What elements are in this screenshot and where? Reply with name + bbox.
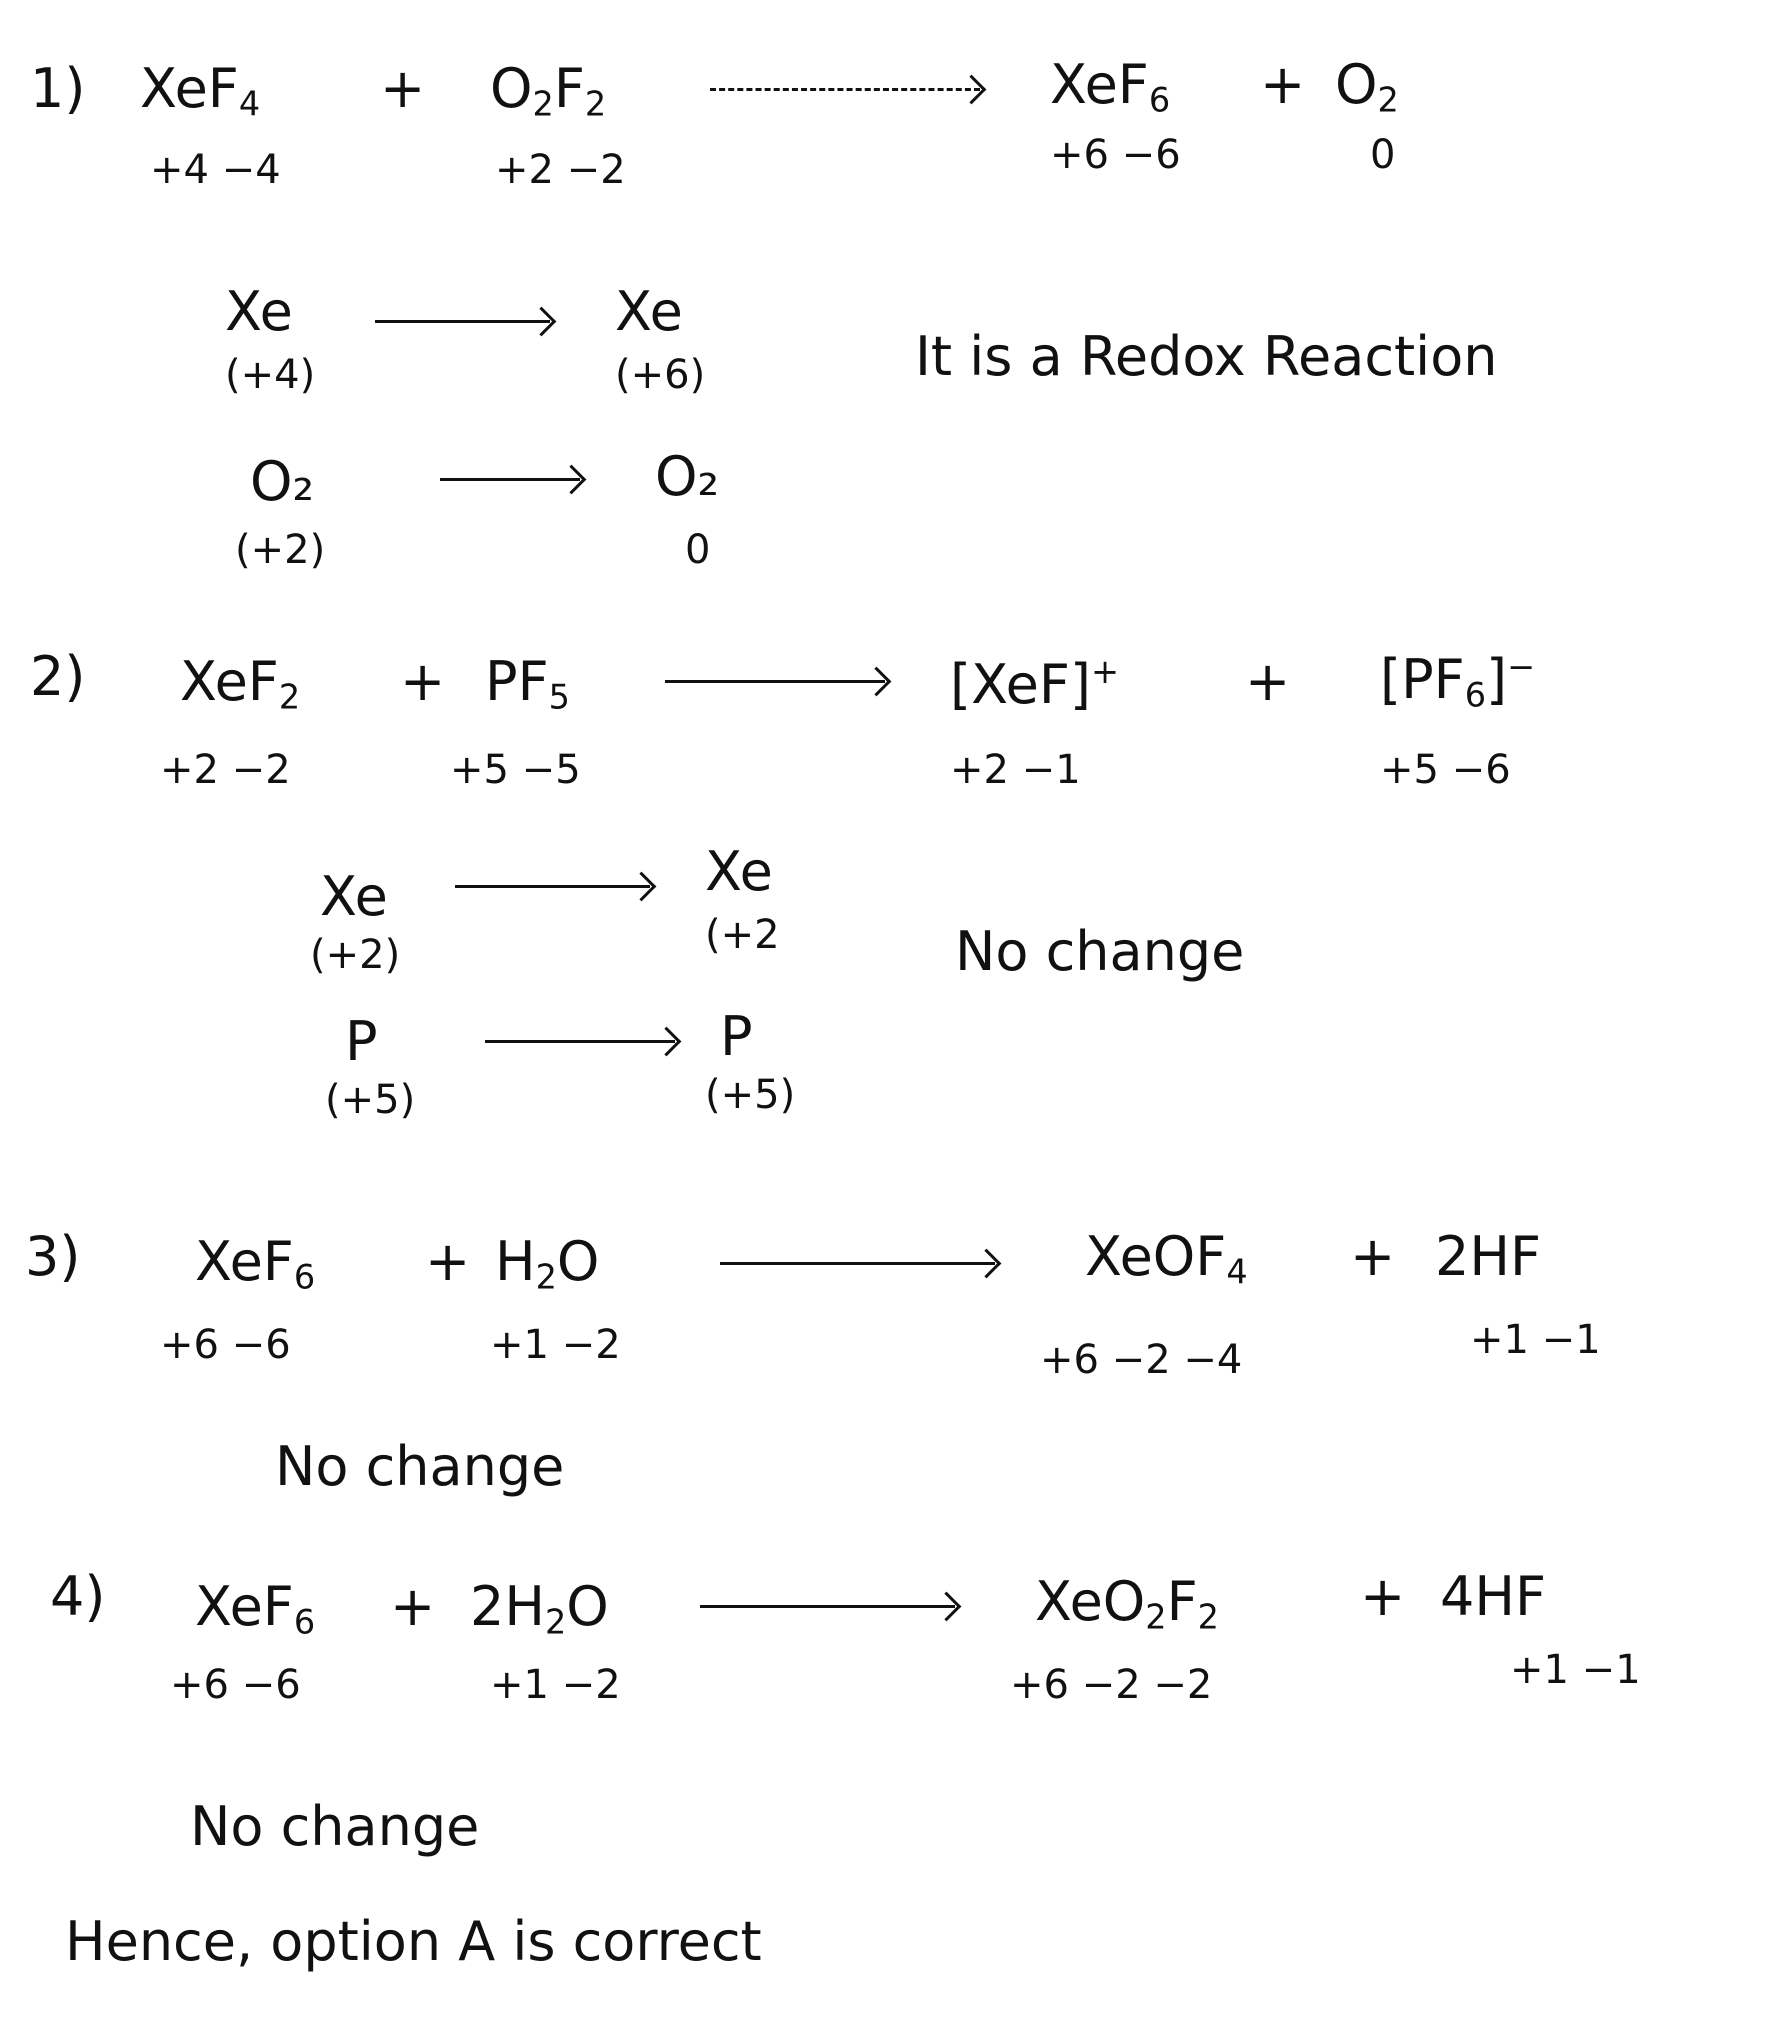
r2-line1-to-ox: (+2 bbox=[705, 912, 780, 958]
r2-line2-arrow bbox=[485, 1040, 675, 1043]
reaction-1-ox-reactant-1: +4 −4 bbox=[150, 147, 281, 193]
reaction-3-ox-product-1: +6 −2 −4 bbox=[1040, 1337, 1243, 1383]
reaction-4-plus-2: + bbox=[1360, 1565, 1406, 1628]
reaction-2-number: 2) bbox=[30, 645, 86, 708]
reaction-1-number: 1) bbox=[30, 57, 86, 120]
reaction-4-ox-product-2: +1 −1 bbox=[1510, 1647, 1641, 1693]
r1-line1-to: Xe bbox=[615, 280, 683, 343]
reaction-3-reactant-2: $H_2O$ bbox=[495, 1230, 600, 1297]
reaction-2-ox-product-1: +2 −1 bbox=[950, 747, 1081, 793]
reaction-1-plus-2: + bbox=[1260, 53, 1306, 116]
reaction-1-product-2: $O_2$ bbox=[1335, 53, 1399, 120]
reaction-3-ox-product-2: +1 −1 bbox=[1470, 1317, 1601, 1363]
r2-line1-from-ox: (+2) bbox=[310, 932, 401, 978]
reaction-4-reactant-1: XeF$_6$ bbox=[195, 1575, 316, 1642]
reaction-4-ox-reactant-2: +1 −2 bbox=[490, 1662, 621, 1708]
reaction-1-ox-product-2: 0 bbox=[1370, 132, 1396, 178]
reaction-3-ox-reactant-1: +6 −6 bbox=[160, 1322, 291, 1368]
r1-line1-arrow bbox=[375, 320, 550, 323]
reaction-3-reactant-1: XeF$_6$ bbox=[195, 1230, 316, 1297]
reaction-1-product-1: XeF$_6$ bbox=[1050, 53, 1171, 120]
r4-note: No change bbox=[190, 1795, 480, 1858]
r1-line1-from: Xe bbox=[225, 280, 293, 343]
reaction-1-arrow bbox=[710, 88, 980, 91]
r1-line2-to-ox: 0 bbox=[685, 527, 711, 573]
r1-line1-from-ox: (+4) bbox=[225, 352, 316, 398]
reaction-2-ox-product-2: +5 −6 bbox=[1380, 747, 1511, 793]
reaction-3-product-1: XeOF$_4$ bbox=[1085, 1225, 1248, 1292]
reaction-2-reactant-2: $PF_5$ bbox=[485, 650, 570, 717]
reaction-1-ox-reactant-2: +2 −2 bbox=[495, 147, 626, 193]
reaction-2-product-2: $[PF_6]^-$ bbox=[1380, 647, 1536, 715]
reaction-2-ox-reactant-1: +2 −2 bbox=[160, 747, 291, 793]
reaction-2-plus-2: + bbox=[1245, 650, 1291, 713]
reaction-2-reactant-1: XeF$_2$ bbox=[180, 650, 301, 717]
reaction-4-ox-reactant-1: +6 −6 bbox=[170, 1662, 301, 1708]
r1-note: It is a Redox Reaction bbox=[915, 325, 1498, 388]
r2-line2-from: P bbox=[345, 1010, 378, 1073]
reaction-2-ox-reactant-2: +5 −5 bbox=[450, 747, 581, 793]
reaction-1-ox-product-1: +6 −6 bbox=[1050, 132, 1181, 178]
r2-note: No change bbox=[955, 920, 1245, 983]
reaction-4-arrow bbox=[700, 1605, 955, 1608]
conclusion: Hence, option A is correct bbox=[65, 1910, 762, 1973]
reaction-3-plus-1: + bbox=[425, 1230, 471, 1293]
r2-line2-from-ox: (+5) bbox=[325, 1077, 416, 1123]
reaction-4-product-2: 4HF bbox=[1440, 1565, 1547, 1628]
r2-line1-arrow bbox=[455, 885, 650, 888]
r2-line2-to: P bbox=[720, 1005, 753, 1068]
reaction-4-plus-1: + bbox=[390, 1575, 436, 1638]
reaction-2-product-1: [XeF]+ bbox=[950, 652, 1120, 717]
reaction-4-ox-product-1: +6 −2 −2 bbox=[1010, 1662, 1213, 1708]
reaction-3-arrow bbox=[720, 1262, 995, 1265]
r1-line2-from: O₂ bbox=[250, 450, 315, 513]
reaction-4-number: 4) bbox=[50, 1565, 106, 1628]
reaction-3-product-2: 2HF bbox=[1435, 1225, 1542, 1288]
r1-line2-to: O₂ bbox=[655, 445, 720, 508]
r1-line2-from-ox: (+2) bbox=[235, 527, 326, 573]
reaction-3-plus-2: + bbox=[1350, 1225, 1396, 1288]
r1-line1-to-ox: (+6) bbox=[615, 352, 706, 398]
reaction-3-ox-reactant-2: +1 −2 bbox=[490, 1322, 621, 1368]
r1-line2-arrow bbox=[440, 478, 580, 481]
reaction-1-reactant-2: $O_2F_2$ bbox=[490, 57, 607, 124]
r3-note: No change bbox=[275, 1435, 565, 1498]
reaction-1-reactant-1: XeF$_4$ bbox=[140, 57, 261, 124]
reaction-2-arrow bbox=[665, 680, 885, 683]
reaction-1-plus-1: + bbox=[380, 57, 426, 120]
reaction-3-number: 3) bbox=[25, 1225, 81, 1288]
reaction-2-plus-1: + bbox=[400, 650, 446, 713]
r2-line1-from: Xe bbox=[320, 865, 388, 928]
r2-line1-to: Xe bbox=[705, 840, 773, 903]
r2-line2-to-ox: (+5) bbox=[705, 1072, 796, 1118]
reaction-4-reactant-2: $2H_2O$ bbox=[470, 1575, 609, 1642]
reaction-4-product-1: $XeO_2F_2$ bbox=[1035, 1570, 1219, 1637]
